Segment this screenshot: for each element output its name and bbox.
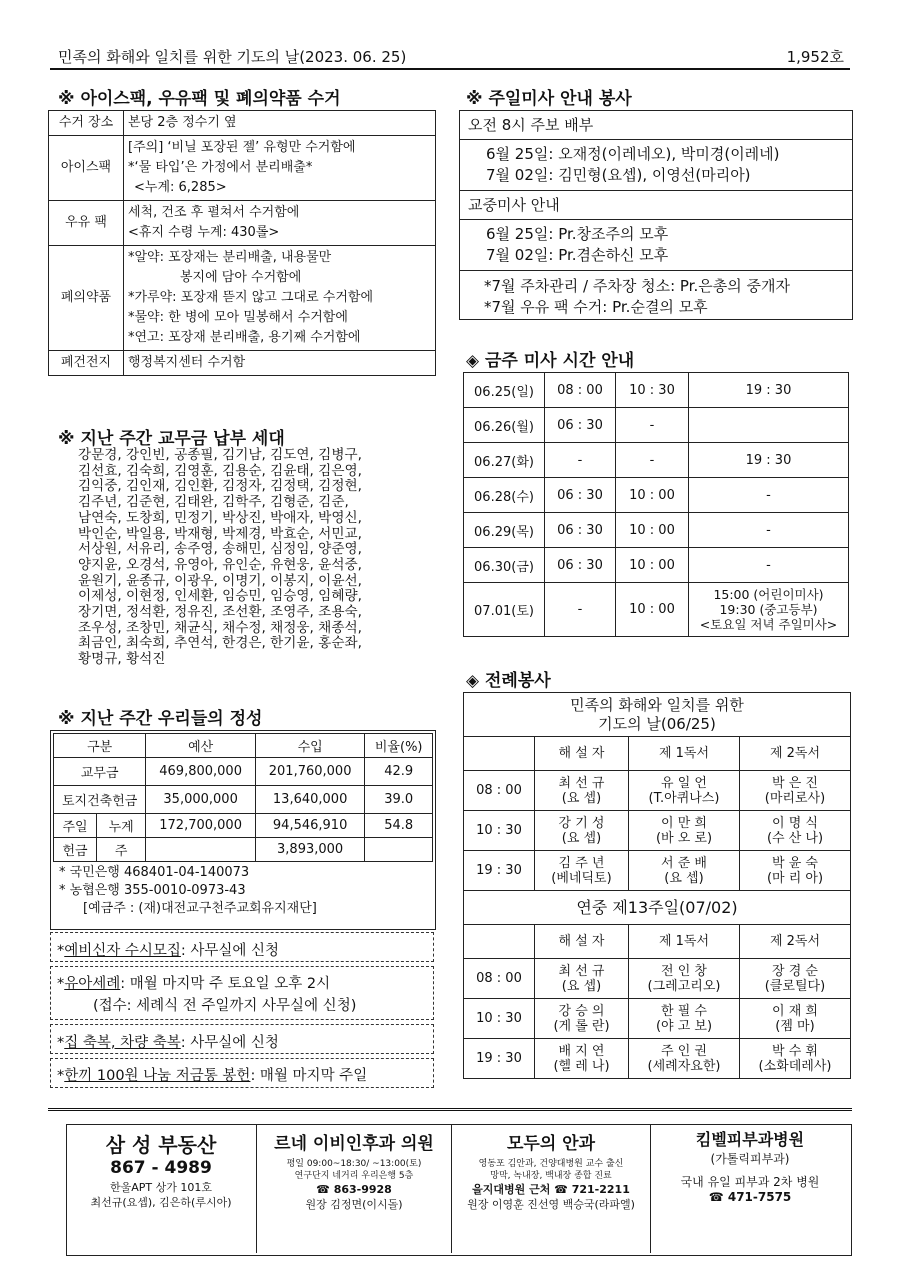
- finance-header: 구분: [54, 734, 146, 758]
- finance-cell: 35,000,000: [146, 786, 256, 814]
- finance-header: 수입: [255, 734, 365, 758]
- recycle-line: *연고: 포장재 분리배출, 용기째 수거함에: [128, 330, 361, 345]
- liturgy-table: [463, 692, 851, 1079]
- liturgy-row: 19 : 30 김 주 년 (베네딕토) 서 준 배 (요 셉) 박 윤 숙 (마 리 아): [464, 851, 851, 891]
- recycle-key: 폐의약품: [49, 246, 124, 351]
- mass-time: 10 : 00: [616, 583, 689, 637]
- notice-box: [50, 1024, 434, 1054]
- recycle-value: [124, 111, 436, 136]
- liturgy-day-title: 연중 제13주일(07/02): [464, 891, 851, 925]
- ad-phone: 867 - 4989: [110, 1158, 212, 1178]
- ad-phone: ☎ 863-9928: [316, 1183, 392, 1196]
- recycle-line: 세척, 건조 후 펼쳐서 수거함에: [128, 205, 300, 220]
- liturgy-col: 제 2독서: [739, 737, 850, 771]
- donor-line: 남연숙, 도창희, 민정기, 박상진, 박애자, 박영신,: [78, 509, 362, 526]
- donor-line: 윤원기, 윤종규, 이광우, 이명기, 이봉지, 이윤선,: [78, 572, 362, 589]
- mass-time: 06 : 30: [545, 478, 616, 513]
- recycle-value: [124, 351, 436, 376]
- recycle-key: 아이스팩: [49, 136, 124, 201]
- notice-topic: 예비신자 수시모집: [64, 943, 181, 959]
- recycle-line: <누계: 6,285>: [134, 180, 227, 195]
- notice-line: *한끼 100원 나눔 저금통 봉헌: 매월 마지막 주일: [57, 1068, 368, 1084]
- mass-date: 06.29(목): [464, 513, 545, 548]
- service-box: [459, 110, 853, 320]
- finance-cell: 헌금: [54, 838, 97, 862]
- liturgy-day-title: 민족의 화해와 일치를 위한 기도의 날(06/25): [464, 693, 851, 737]
- service-extra-line: *7월 우유 팩 수거: Pr.순결의 모후: [484, 298, 708, 316]
- ad-phone: ☎ 471-7575: [708, 1190, 792, 1204]
- notice-line: *집 축복, 차량 축복: 사무실에 신청: [57, 1035, 279, 1051]
- finance-cell: 토지건축헌금: [54, 786, 146, 814]
- service-extra-line: *7월 주차관리 / 주차장 청소: Pr.은총의 중개자: [484, 277, 790, 295]
- mass-time-line: <토요일 저녁 주일미사>: [699, 617, 838, 632]
- donor-line: 박인순, 박일용, 박재형, 박제경, 박효순, 서민교,: [78, 525, 362, 542]
- recycle-line: [주의] ‘비닐 포장된 젤’ 유형만 수거함에: [128, 140, 356, 155]
- liturgy-row: 08 : 00 최 선 규 (요 셉) 유 일 언 (T.아퀴나스) 박 은 진 (마리로사): [464, 771, 851, 811]
- mass-time: 10 : 30: [616, 373, 689, 408]
- recycle-row: [49, 111, 436, 136]
- recycle-key: 폐건전지: [49, 351, 124, 376]
- guide-list: [460, 220, 852, 271]
- mass-time: 10 : 00: [616, 548, 689, 583]
- mass-time: 08 : 00: [545, 373, 616, 408]
- bulletin-line: 6월 25일: 오재정(이레네오), 박미경(이레네): [486, 145, 780, 163]
- liturgy-col: 해 설 자: [535, 925, 629, 959]
- ad-line: 한울APT 상가 101호: [110, 1181, 212, 1194]
- donors-title: ※ 지난 주간 교무금 납부 세대: [58, 429, 285, 449]
- recycle-table: [48, 110, 436, 376]
- mass-date: 06.27(화): [464, 443, 545, 478]
- donor-line: 양지윤, 오경석, 유영아, 유인순, 유현웅, 윤석중,: [78, 556, 362, 573]
- ad-ent-clinic: [257, 1125, 452, 1253]
- bank-line: [예금주 : (재)대전교구천주교회유지재단]: [83, 901, 317, 916]
- liturgy-row: 10 : 30 강 기 성 (요 셉) 이 만 희 (바 오 로) 이 명 식 (수 산 나): [464, 811, 851, 851]
- recycle-value: [124, 201, 436, 246]
- notice-topic: 한끼 100원 나눔 저금통 봉헌: [64, 1068, 251, 1084]
- ad-line: (가톨릭피부과): [710, 1152, 790, 1166]
- mass-date: 07.01(토): [464, 583, 545, 637]
- finance-cell: 13,640,000: [255, 786, 365, 814]
- ad-name: 킴벨피부과병원: [695, 1130, 805, 1149]
- mass-time: -: [689, 478, 849, 513]
- finance-cell: 94,546,910: [255, 814, 365, 838]
- donor-line: 황명규, 황석진: [78, 651, 166, 668]
- mass-time: -: [616, 443, 689, 478]
- ad-line: 망막, 녹내장, 백내장 종합 진료: [490, 1171, 612, 1181]
- ad-line: 원장 이영훈 진선영 백승국(라파엘): [467, 1198, 635, 1211]
- notice-topic: 유아세례: [64, 976, 121, 992]
- ad-name: 삼 성 부동산: [105, 1133, 217, 1157]
- donor-line: 김익중, 김인재, 김인환, 김정자, 김정택, 김정현,: [78, 478, 362, 495]
- mass-time: 06 : 30: [545, 513, 616, 548]
- finance-title: ※ 지난 주간 우리들의 정성: [58, 709, 263, 729]
- service-title: ※ 주일미사 안내 봉사: [466, 89, 632, 109]
- recycle-key: 수거 장소: [49, 111, 124, 136]
- guide-line: 7월 02일: Pr.겸손하신 모후: [486, 246, 669, 264]
- recycle-row: [49, 246, 436, 351]
- mass-time-line: 15:00 (어린이미사): [713, 587, 824, 602]
- recycle-key: 우유 팩: [49, 201, 124, 246]
- recycle-title: ※ 아이스팩, 우유팩 및 폐의약품 수거: [58, 89, 341, 109]
- finance-cell: 3,893,000: [255, 838, 365, 862]
- liturgy-row: 08 : 00 최 선 규 (요 셉) 전 인 창 (그레고리오) 장 경 순 (클로틸다): [464, 959, 851, 999]
- recycle-row: [49, 136, 436, 201]
- donor-line: 조우성, 조창민, 채균식, 채수정, 채정웅, 채종석,: [78, 619, 362, 636]
- bank-line: * 농협은행 355-0010-0973-43: [59, 883, 246, 898]
- ad-eye-clinic: [452, 1125, 651, 1253]
- donor-line: 장기면, 정석환, 정유진, 조선환, 조영주, 조용숙,: [78, 604, 362, 621]
- mass-time: -: [689, 513, 849, 548]
- ad-line: 연구단지 네거리 우리은행 5층: [294, 1171, 414, 1181]
- recycle-line: *물약: 한 병에 모아 밀봉해서 수거함에: [128, 310, 348, 325]
- bulletin-list: [460, 140, 852, 191]
- mass-date: 06.30(금): [464, 548, 545, 583]
- ad-dermatology: [651, 1125, 849, 1253]
- finance-cell: 39.0: [365, 786, 433, 814]
- ad-line: 최선규(요셉), 김은하(루시아): [90, 1196, 232, 1209]
- mass-title: ◈ 금주 미사 시간 안내: [466, 351, 635, 371]
- notice-box: [50, 932, 434, 962]
- service-extra: [460, 271, 852, 318]
- liturgy-title: ◈ 전례봉사: [466, 671, 551, 691]
- guide-line: 6월 25일: Pr.창조주의 모후: [486, 225, 669, 243]
- mass-time: 19 : 30: [689, 373, 849, 408]
- ad-name: 르네 이비인후과 의원: [274, 1134, 434, 1154]
- bank-line: * 국민은행 468401-04-140073: [59, 865, 250, 880]
- notice-line: (접수: 세례식 전 주일까지 사무실에 신청): [93, 998, 357, 1014]
- mass-date: 06.28(수): [464, 478, 545, 513]
- mass-time: 10 : 00: [616, 478, 689, 513]
- ad-realestate: [66, 1125, 257, 1253]
- mass-time-line: 19:30 (중고등부): [719, 602, 818, 617]
- issue-number: 1,952호: [786, 48, 844, 66]
- bulletin-head: 오전 8시 주보 배부: [460, 111, 852, 140]
- finance-cell: 주: [97, 838, 146, 862]
- bank-info: [51, 864, 435, 918]
- finance-cell: 주일: [54, 814, 97, 838]
- recycle-line: 행정복지센터 수거함: [128, 355, 246, 370]
- page-header: [50, 44, 850, 70]
- finance-cell: 교무금: [54, 758, 146, 786]
- finance-cell: [146, 838, 256, 862]
- mass-time: 06 : 30: [545, 548, 616, 583]
- finance-table: [53, 733, 433, 862]
- donor-list: [78, 448, 362, 668]
- ad-line: 영동포 김안과, 건양대병원 교수 출신: [478, 1159, 624, 1169]
- liturgy-col: 해 설 자: [535, 737, 629, 771]
- finance-cell: [365, 838, 433, 862]
- recycle-line: <휴지 수령 누계: 430롤>: [128, 225, 280, 240]
- recycle-row: [49, 201, 436, 246]
- finance-box: [50, 730, 436, 930]
- ad-line: 평일 09:00~18:30/ ~13:00(토): [286, 1159, 422, 1169]
- mass-time: -: [689, 548, 849, 583]
- donor-line: 이제성, 이현정, 인세환, 임승민, 임승영, 임혜량,: [78, 588, 362, 605]
- mass-time: 06 : 30: [545, 408, 616, 443]
- donor-line: 김주년, 김준현, 김태완, 김학주, 김형준, 김준,: [78, 494, 349, 511]
- recycle-line: 본당 2층 정수기 옆: [128, 115, 237, 130]
- donor-line: 김선효, 김숙희, 김영훈, 김용순, 김윤태, 김은영,: [78, 462, 362, 479]
- mass-time: [689, 408, 849, 443]
- recycle-line: *가루약: 포장재 뜯지 않고 그대로 수거함에: [128, 290, 374, 305]
- liturgy-col: 제 1독서: [629, 925, 740, 959]
- finance-cell: 54.8: [365, 814, 433, 838]
- mass-date: 06.26(월): [464, 408, 545, 443]
- finance-header: 비율(%): [365, 734, 433, 758]
- recycle-line: *‘물 타입’은 가정에서 분리배출*: [128, 160, 313, 175]
- finance-cell: 172,700,000: [146, 814, 256, 838]
- liturgy-col: 제 2독서: [739, 925, 850, 959]
- bulletin-title: 민족의 화해와 일치를 위한 기도의 날(2023. 06. 25): [58, 48, 407, 66]
- mass-time: -: [616, 408, 689, 443]
- liturgy-row: 19 : 30 배 지 연 (헬 레 나) 주 인 권 (세례자요한) 박 수 휘 (소화데레사): [464, 1039, 851, 1079]
- liturgy-col: 제 1독서: [629, 737, 740, 771]
- ad-phone: 을지대병원 근처 ☎ 721-2211: [472, 1183, 630, 1196]
- bulletin-line: 7월 02일: 김민형(요셉), 이영선(마리아): [486, 166, 751, 184]
- recycle-line: *알약: 포장재는 분리배출, 내용물만: [128, 250, 332, 265]
- donor-line: 강문경, 강인빈, 공종필, 김기남, 김도연, 김병구,: [78, 447, 362, 463]
- guide-head: 교중미사 안내: [460, 191, 852, 220]
- donor-line: 최금인, 최숙희, 추연석, 한경은, 한기윤, 홍순좌,: [78, 635, 362, 652]
- finance-cell: 누계: [97, 814, 146, 838]
- mass-time-saturday: [689, 583, 849, 637]
- recycle-value: [124, 136, 436, 201]
- finance-cell: 201,760,000: [255, 758, 365, 786]
- ad-line: 국내 유일 피부과 2차 병원: [680, 1175, 820, 1189]
- finance-cell: 42.9: [365, 758, 433, 786]
- mass-time: 19 : 30: [689, 443, 849, 478]
- recycle-row: [49, 351, 436, 376]
- mass-date: 06.25(일): [464, 373, 545, 408]
- notice-box: [50, 1058, 434, 1088]
- mass-time: -: [545, 583, 616, 637]
- finance-cell: 469,800,000: [146, 758, 256, 786]
- recycle-value: [124, 246, 436, 351]
- notice-box: [50, 966, 434, 1020]
- finance-header: 예산: [146, 734, 256, 758]
- mass-time: -: [545, 443, 616, 478]
- notice-line: *유아세례: 매월 마지막 주 토요일 오후 2시: [57, 976, 331, 992]
- footer-rule: [48, 1108, 852, 1111]
- liturgy-row: 10 : 30 강 승 의 (게 롤 란) 한 필 수 (야 고 보) 이 재 희 (젬 마): [464, 999, 851, 1039]
- donor-line: 서상원, 서유리, 송주영, 송해민, 심정임, 양준영,: [78, 541, 362, 558]
- ad-line: 원장 김정면(이시돌): [305, 1198, 403, 1211]
- notice-line: *예비신자 수시모집: 사무실에 신청: [57, 943, 280, 959]
- mass-table: [463, 372, 849, 637]
- recycle-line: 봉지에 담아 수거함에: [180, 270, 302, 285]
- mass-time: 10 : 00: [616, 513, 689, 548]
- ad-name: 모두의 안과: [506, 1134, 596, 1154]
- notice-topic: 집 축복, 차량 축복: [64, 1035, 181, 1051]
